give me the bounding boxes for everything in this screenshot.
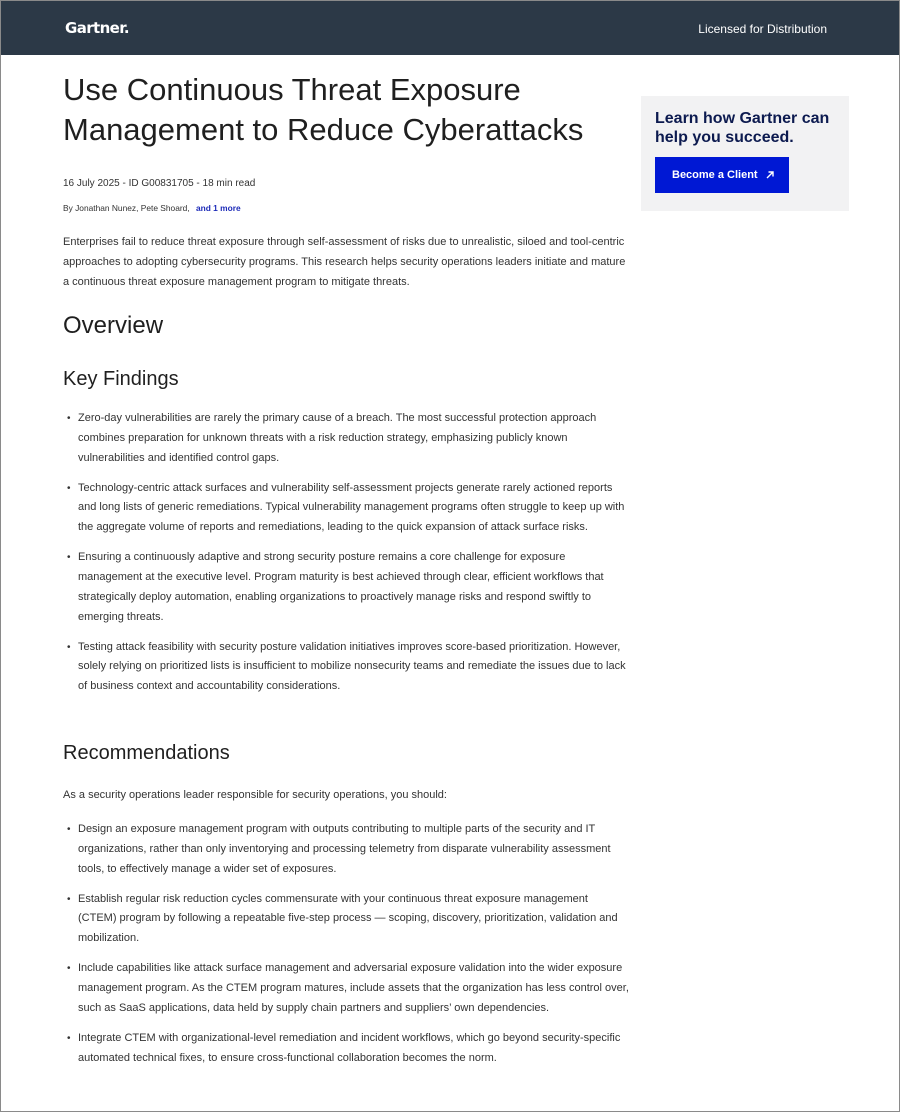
- arrow-up-right-icon: [765, 170, 775, 180]
- key-findings-list: [63, 409, 629, 707]
- list-item: • Include capabilities like attack surface management and adversarial exposure validation into the wider exposure management program. As the CTEM program matures, include assets that the organization has less control over, such as SaaS applications, data held by supply chain partners and suppliers’ own dependencies.: [63, 959, 629, 1018]
- key-findings-heading: Key Findings: [63, 368, 179, 390]
- list-item: • Ensuring a continuously adaptive and strong security posture remains a core challenge for exposure management at the executive level. Program maturity is best achieved through clear, efficient workflows that strategically deploy automation, enabling organizations to proactively manage risks and respond swiftly to emerging threats.: [63, 548, 629, 627]
- list-item: • Technology-centric attack surfaces and vulnerability self-assessment projects generate rarely actioned reports and long lists of generic remediations. Typical vulnerability management programs often struggle to keep up with the aggregate volume of reports and remediations, leading to the quick expansion of attack surface risks.: [63, 479, 629, 538]
- article-meta: 16 July 2025 - ID G00831705 - 18 min read: [63, 178, 256, 189]
- cta-panel: [641, 96, 849, 211]
- list-item: • Testing attack feasibility with security posture validation initiatives improves score-based prioritization. However, solely relying on prioritized lists is insufficient to mobilize nonsecurity teams and remediate the issues due to lack of business context and accountability considerations.: [63, 638, 629, 697]
- licensed-for-distribution-label: Licensed for Distribution: [698, 22, 827, 36]
- list-item: • Establish regular risk reduction cycles commensurate with your continuous threat exposure management (CTEM) program by following a repeatable five-step process — scoping, discovery, prioritization, validation and mobilization.: [63, 890, 629, 949]
- recommendations-heading: Recommendations: [63, 742, 230, 764]
- article-summary: Enterprises fail to reduce threat exposure through self-assessment of risks due to unrealistic, siloed and tool-centric approaches to adopting cybersecurity programs. This research helps security operations leaders initiate and mature a continuous threat exposure management program to mitigate threats.: [63, 236, 626, 288]
- authors-list: By Jonathan Nunez, Pete Shoard,: [63, 203, 190, 213]
- recommendations-list: [63, 820, 629, 1079]
- article-title: Use Continuous Threat Exposure Management to Reduce Cyberattacks: [63, 72, 584, 147]
- top-bar: [1, 1, 900, 55]
- become-a-client-label: Become a Client: [672, 169, 758, 181]
- list-item: • Integrate CTEM with organizational-level remediation and incident workflows, which go beyond security-specific automated technical fixes, to ensure cross-functional collaboration becomes the norm.: [63, 1029, 629, 1069]
- cta-heading: Learn how Gartner can help you succeed.: [655, 110, 830, 146]
- become-a-client-button[interactable]: [655, 157, 789, 193]
- list-item: • Design an exposure management program with outputs contributing to multiple parts of the security and IT organizations, rather than only inventorying and processing telemetry from disparate vulnerability assessment tools, to effectively manage a wider set of exposures.: [63, 820, 629, 879]
- gartner-logo[interactable]: Gartner.: [65, 19, 130, 37]
- article-authors: [63, 203, 241, 213]
- authors-more-link[interactable]: and 1 more: [195, 203, 241, 213]
- list-item: • Zero-day vulnerabilities are rarely the primary cause of a breach. The most successful protection approach combines preparation for unknown threats with a risk reduction strategy, emphasizing publicly known vulnerabilities and identified control gaps.: [63, 409, 629, 468]
- overview-heading: Overview: [63, 312, 164, 339]
- recommendations-intro: As a security operations leader responsible for security operations, you should:: [63, 789, 447, 801]
